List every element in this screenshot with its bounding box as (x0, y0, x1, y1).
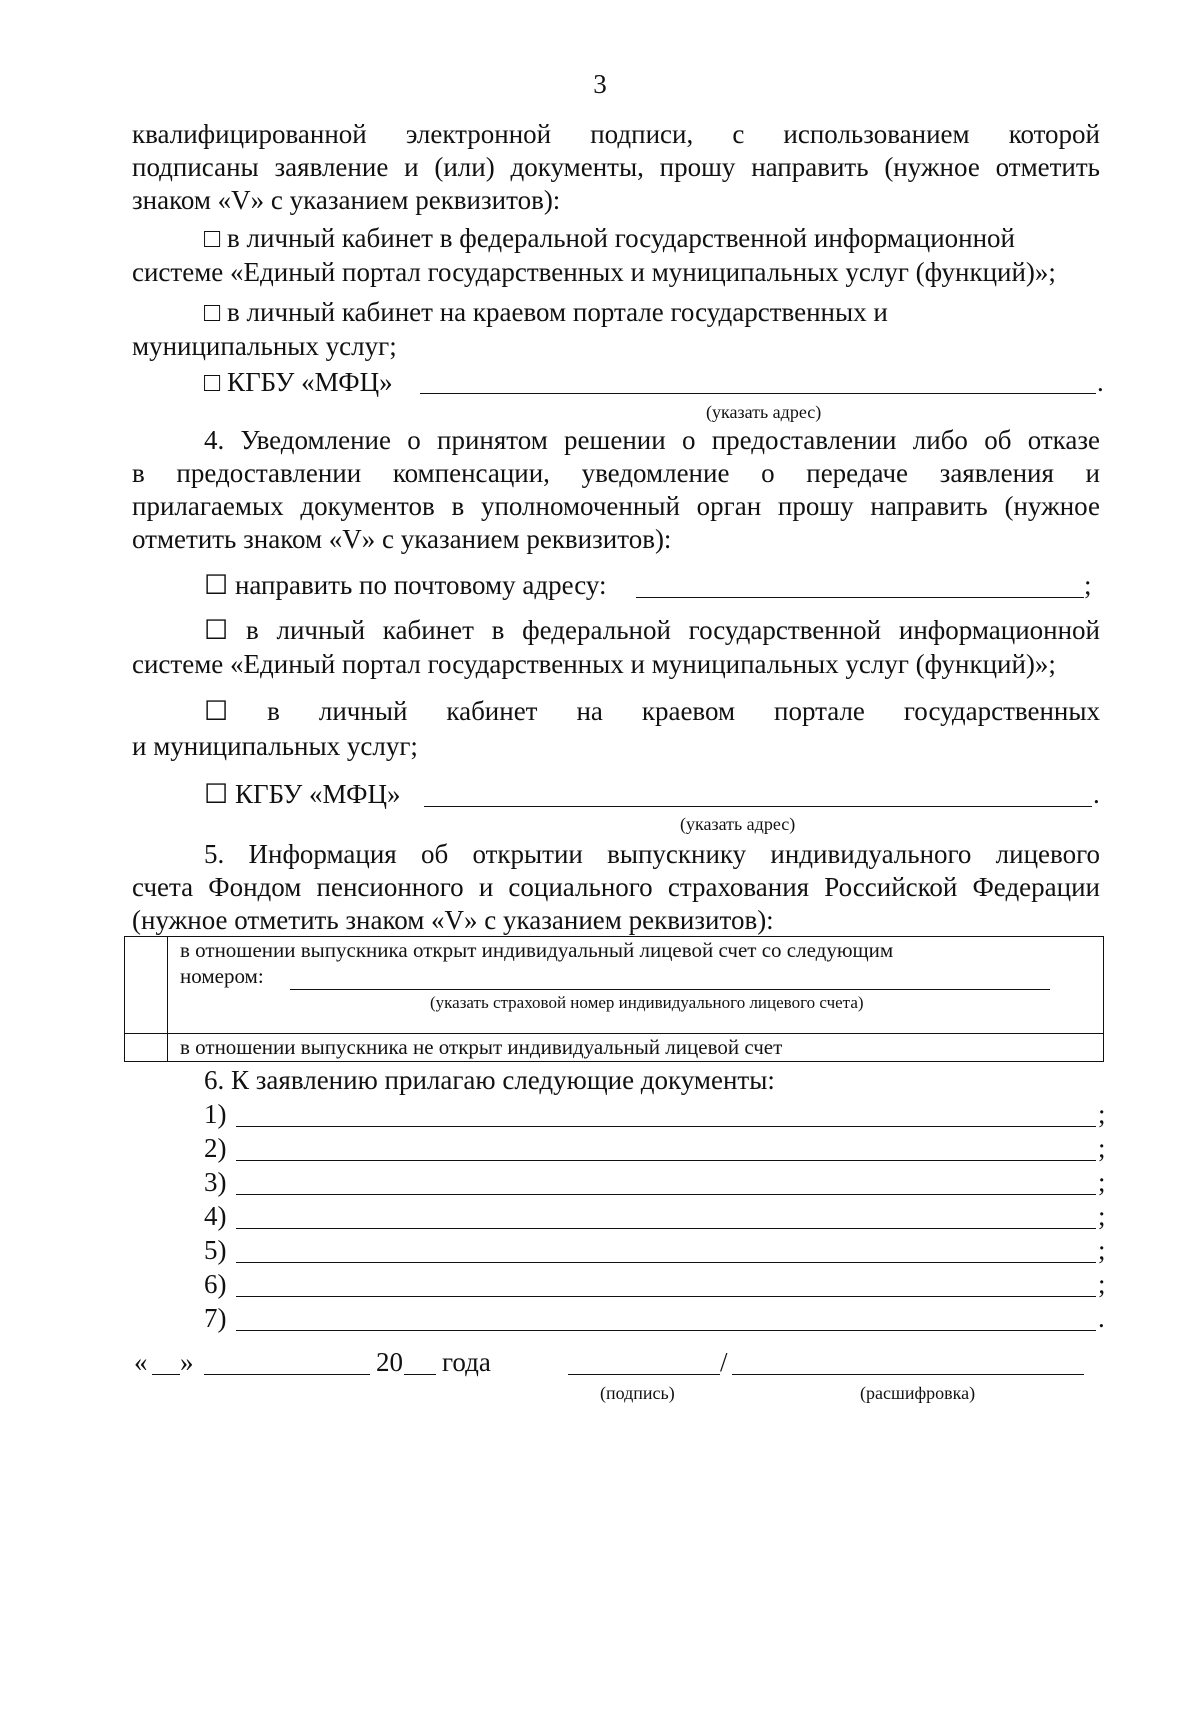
s5-row-opened-checkbox[interactable] (125, 937, 168, 1034)
year-prefix: 20 (376, 1347, 403, 1377)
s3-option-lk-gosuslugi[interactable]: □ в личный кабинет в федеральной государственной информационной (204, 223, 1016, 253)
s3-mfc-address-field[interactable] (420, 393, 1096, 394)
s5-row-opened (125, 937, 1104, 1034)
date-open-quote: « (134, 1347, 148, 1377)
doc-item-field[interactable] (236, 1160, 1096, 1161)
doc-item-end: ; (1098, 1235, 1106, 1265)
doc-item-number: 6) (204, 1269, 227, 1299)
s4-line-2: в предоставлении компенсации, уведомление о передаче заявления и (132, 458, 1100, 488)
s4-option-lk-gosuslugi[interactable]: ☐ в личный кабинет в федеральной государственной информационной (204, 615, 1100, 645)
doc-item-end: ; (1098, 1167, 1106, 1197)
s5-row-opened-cell (168, 937, 1104, 1034)
signature-decode-field[interactable] (732, 1374, 1084, 1375)
s5-line-3: (нужное отметить знаком «V» с указанием реквизитов): (132, 905, 774, 935)
s4-option-mfc[interactable]: ☐ КГБУ «МФЦ» (204, 779, 401, 809)
signature-decode-hint: (расшифровка) (860, 1383, 976, 1403)
doc-item-field[interactable] (236, 1262, 1096, 1263)
doc-item-end: . (1098, 1303, 1105, 1333)
s5-line-1: 5. Информация об открытии выпускнику индивидуального лицевого (204, 839, 1100, 869)
s4-line-1: 4. Уведомление о принятом решении о предоставлении либо об отказе (204, 425, 1100, 455)
s4-option-lk-regional[interactable]: ☐ в личный кабинет на краевом портале государственных (204, 696, 1100, 726)
doc-item-field[interactable] (236, 1194, 1096, 1195)
doc-item-field[interactable] (236, 1296, 1096, 1297)
s4-option-postal[interactable]: ☐ направить по почтовому адресу: (204, 570, 607, 600)
s5-snils-hint: (указать страховой номер индивидуального лицевого счета) (430, 993, 864, 1012)
date-month-field[interactable] (204, 1374, 370, 1375)
signature-slash: / (720, 1347, 728, 1377)
doc-item-end: ; (1098, 1269, 1106, 1299)
date-year-field[interactable] (404, 1374, 436, 1375)
doc-item-number: 3) (204, 1167, 227, 1197)
date-day-field[interactable] (152, 1374, 180, 1375)
signature-hint: (подпись) (600, 1383, 675, 1403)
doc-item-field[interactable] (236, 1330, 1096, 1331)
doc-item-field[interactable] (236, 1126, 1096, 1127)
s3-mfc-address-hint: (указать адрес) (706, 402, 822, 422)
s3-mfc-end: . (1097, 367, 1104, 397)
s4-option-lk-gosuslugi-cont: системе «Единый портал государственных и муниципальных услуг (функций)»; (132, 649, 1056, 679)
s4-line-3: прилагаемых документов в уполномоченный орган прошу направить (нужное (132, 491, 1100, 521)
doc-item-end: ; (1098, 1099, 1106, 1129)
s4-option-lk-regional-cont: и муниципальных услуг; (132, 731, 418, 761)
s3-option-lk-regional-cont: муниципальных услуг; (132, 331, 397, 361)
s4-postal-end: ; (1084, 570, 1092, 600)
doc-item-number: 2) (204, 1133, 227, 1163)
s5-row-not-opened-cell (168, 1034, 1104, 1062)
s6-title: 6. К заявлению прилагаю следующие документы: (204, 1065, 775, 1095)
s5-row-not-opened-checkbox[interactable] (125, 1034, 168, 1062)
doc-item-number: 4) (204, 1201, 227, 1231)
s4-mfc-address-hint: (указать адрес) (680, 814, 796, 834)
s4-mfc-end: . (1093, 779, 1100, 809)
s4-postal-address-field[interactable] (636, 597, 1084, 598)
s5-options-table (124, 936, 1104, 1062)
s3-option-mfc[interactable]: □ КГБУ «МФЦ» (204, 367, 393, 397)
s5-line-2: счета Фондом пенсионного и социального страхования Российской Федерации (132, 872, 1100, 902)
year-suffix: года (442, 1347, 491, 1377)
signature-field[interactable] (568, 1374, 720, 1375)
intro-line-3: знаком «V» с указанием реквизитов): (132, 185, 561, 215)
doc-item-end: ; (1098, 1201, 1106, 1231)
date-close-quote: » (180, 1347, 194, 1377)
doc-item-field[interactable] (236, 1228, 1096, 1229)
s5-row-opened-text-1: в отношении выпускника открыт индивидуальный лицевой счет со следующим (180, 938, 894, 962)
intro-line-2: подписаны заявление и (или) документы, прошу направить (нужное отметить (132, 152, 1100, 182)
s5-snils-field[interactable] (290, 989, 1050, 990)
intro-line-1: квалифицированной электронной подписи, с использованием которой (132, 119, 1100, 149)
s4-line-4: отметить знаком «V» с указанием реквизитов): (132, 524, 672, 554)
page-number: 3 (593, 69, 607, 99)
doc-item-number: 1) (204, 1099, 227, 1129)
s3-option-lk-regional[interactable]: □ в личный кабинет на краевом портале государственных и (204, 297, 888, 327)
doc-item-end: ; (1098, 1133, 1106, 1163)
s4-mfc-address-field[interactable] (424, 806, 1092, 807)
s5-row-not-opened-text: в отношении выпускника не открыт индивидуальный лицевой счет (180, 1035, 783, 1059)
s5-row-opened-text-2: номером: (180, 964, 264, 988)
s5-row-not-opened (125, 1034, 1104, 1062)
doc-item-number: 5) (204, 1235, 227, 1265)
s3-option-lk-gosuslugi-cont: системе «Единый портал государственных и муниципальных услуг (функций)»; (132, 257, 1056, 287)
doc-item-number: 7) (204, 1303, 227, 1333)
